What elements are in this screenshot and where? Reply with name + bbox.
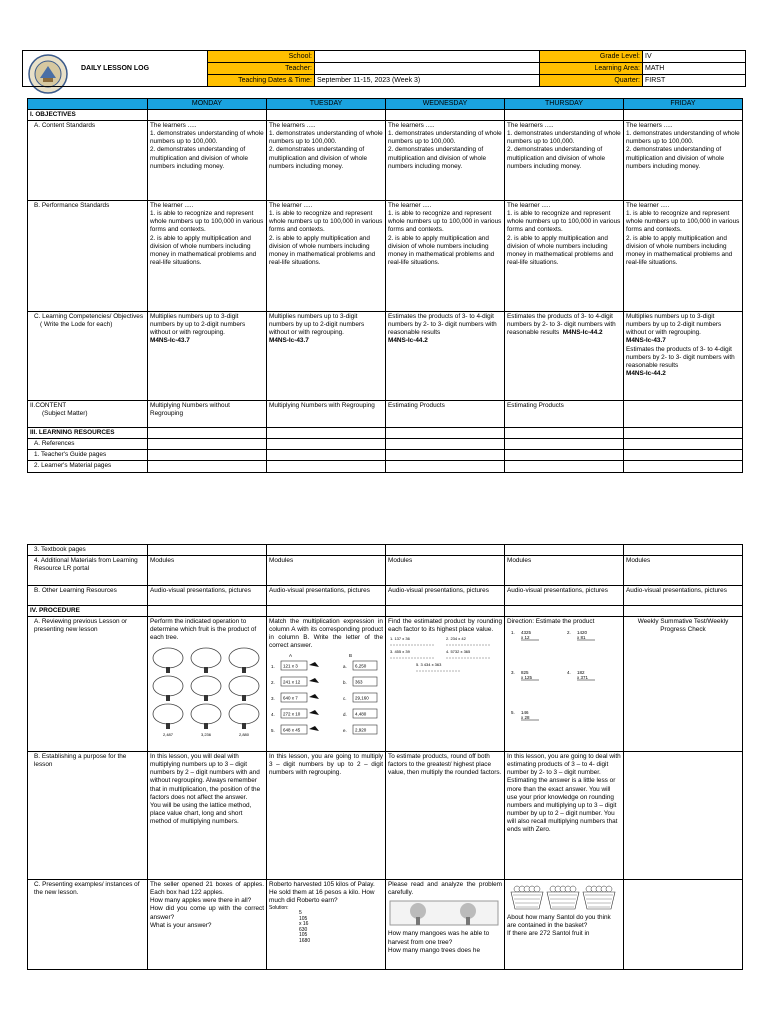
day-header-wednesday: WEDNESDAY bbox=[386, 99, 505, 110]
label-teachers-guide: 1. Teacher's Guide pages bbox=[28, 450, 148, 461]
cell-competency: Estimates the products of 3- to 4-digit numbers by 2- to 3- digit numbers with reasonable results M4NS-Ic-44.2 bbox=[386, 312, 505, 401]
school-value[interactable] bbox=[315, 51, 540, 63]
match-expression: 640 x 7 bbox=[283, 695, 298, 701]
cell-performance-standards: The learner ..... 1. is able to recognize and represent whole numbers up to 100,000 in various forms and contexts. 2. is able to apply multiplication and division of whole numbers including money in mathematical problems and real-life situations. bbox=[624, 201, 743, 312]
cell-content: Estimating Products bbox=[505, 401, 624, 428]
match-number: 2. bbox=[271, 679, 275, 685]
match-number: 3. bbox=[271, 695, 275, 701]
match-letter: a. bbox=[343, 663, 347, 669]
cell-competency: Estimates the products of 3- to 4-digit numbers by 2- to 3- digit numbers with reasonable results M4NS-Ic-44.2 bbox=[505, 312, 624, 401]
cell-purpose: In this lesson, you will deal with multiplying numbers up to 3 – digit numbers by 2 – digit numbers with and without regrouping. Always remember that in multiplication, the position of the factors does not affect the answer. You will be using the lattice method, place value chart, long and short method of multiplying numbers. bbox=[148, 752, 267, 880]
cell-content-standards: The learners ..... 1. demonstrates understanding of whole numbers up to 100,000. 2. demonstrates understanding of multiplication and division of whole numbers including money. bbox=[148, 121, 267, 201]
cell-competency: Multiplies numbers up to 3-digit numbers by up to 2-digit numbers without or with regrouping. M4NS-Ic-43.7 Estimates the products of 3- to 4-digit numbers by 2- to 3- digit numbers with reasonable results M4NS-Ic-44.2 bbox=[624, 312, 743, 401]
problem-factor: 182 bbox=[577, 670, 585, 676]
cell-purpose: To estimate products, round off both factors to the greatest/ highest place value, then multiply the rounded factors. bbox=[386, 752, 505, 880]
cell-additional: Modules bbox=[267, 556, 386, 586]
performance-standards-row bbox=[28, 201, 743, 312]
cell-additional: Modules bbox=[505, 556, 624, 586]
problem-multiplier: x 12 bbox=[521, 635, 530, 641]
cell-presenting: About how many Santol do you think are contained in the basket? If there are 272 Santol fruit in bbox=[505, 880, 624, 970]
problem-multiplier: x 81 bbox=[577, 635, 586, 641]
quarter-value[interactable]: FIRST bbox=[643, 75, 746, 87]
match-answer: 363 bbox=[355, 679, 363, 685]
cell-presenting: The seller opened 21 boxes of apples. Each box had 122 apples. How many apples were there in all? How did you come up with the correct answer? What is your answer? bbox=[148, 880, 267, 970]
match-letter: d. bbox=[343, 711, 347, 717]
roberto-solution-lines: 5 105 x 16 630 105 1680 bbox=[299, 910, 311, 944]
purpose-row bbox=[28, 752, 743, 880]
match-answer: 6,250 bbox=[355, 663, 367, 669]
label-presenting: C. Presenting examples/ instances of the new lesson. bbox=[28, 880, 148, 970]
cell-reviewing-wednesday: Find the estimated product by rounding each factor to its highest place value. 1. 137 x 36 2. 234 x 42 3. 455 x 39 4. 5732 x 365 5. 3 434 x 363 bbox=[386, 617, 505, 752]
presenting-row bbox=[28, 880, 743, 970]
multiplication-problems-image bbox=[507, 626, 619, 726]
quarter-label: Quarter: bbox=[540, 75, 643, 87]
cell-content: Multiplying Numbers without Regrouping bbox=[148, 401, 267, 428]
day-header-thursday: THURSDAY bbox=[505, 99, 624, 110]
match-answer: 4,480 bbox=[355, 711, 367, 717]
cell-purpose: In this lesson, you are going to multiply 3 – digit numbers by up to 2 – digit numbers with regrouping. bbox=[267, 752, 386, 880]
problem-factor: 1420 bbox=[577, 630, 588, 636]
area-label: Learning Area: bbox=[540, 63, 643, 75]
match-expression: 241 x 12 bbox=[283, 679, 301, 685]
estimation-problem: 3. 455 x 39 bbox=[390, 649, 410, 655]
school-label: School: bbox=[208, 51, 315, 63]
cell-presenting: Roberto harvested 105 kilos of Palay. He sold them at 16 pesos a kilo. How much did Roberto earn? Solution: 5 105 x 16 630 105 1680 bbox=[267, 880, 386, 970]
reviewing-row bbox=[28, 617, 743, 752]
mango-tree-image bbox=[388, 897, 500, 927]
column-a-label: A bbox=[289, 652, 293, 658]
header-table bbox=[22, 50, 746, 87]
match-number: 1. bbox=[271, 663, 275, 669]
fruit-trees-image bbox=[150, 644, 262, 738]
cell-content: Multiplying Numbers with Regrouping bbox=[267, 401, 386, 428]
mango-icon bbox=[309, 694, 319, 699]
match-number: 5. bbox=[271, 727, 275, 733]
mango-icon bbox=[309, 710, 319, 715]
fruit-tree-icon bbox=[153, 704, 183, 737]
cell-purpose bbox=[624, 752, 743, 880]
lesson-table-page-1 bbox=[27, 98, 743, 473]
problem-multiplier: x 371 bbox=[577, 675, 589, 681]
cell-content-standards: The learners ..... 1. demonstrates understanding of whole numbers up to 100,000. 2. demonstrates understanding of multiplication and division of whole numbers including money. bbox=[505, 121, 624, 201]
basket-icon bbox=[511, 886, 543, 909]
estimation-problem: 2. 234 x 42 bbox=[446, 636, 466, 642]
estimation-problem: 5. 3 434 x 363 bbox=[416, 662, 442, 668]
area-value[interactable]: MATH bbox=[643, 63, 746, 75]
section-objectives: I. OBJECTIVES bbox=[28, 110, 148, 121]
cell-content-standards: The learners ..... 1. demonstrates understanding of whole numbers up to 100,000. 2. demonstrates understanding of multiplication and division of whole numbers including money. bbox=[624, 121, 743, 201]
dates-label: Teaching Dates & Time: bbox=[208, 75, 315, 87]
cell-reviewing-thursday: Direction: Estimate the product 1. 4325 x 12 2. 1420 x 81 3. 825 x 125 4. 182 x 371 5. 146 x 28 bbox=[505, 617, 624, 752]
days-header-blank bbox=[28, 99, 148, 110]
mango-icon bbox=[309, 678, 319, 683]
label-purpose: B. Establishing a purpose for the lesson bbox=[28, 752, 148, 880]
svg-text:3,236: 3,236 bbox=[200, 732, 212, 738]
problem-number: 1. bbox=[511, 630, 515, 636]
problem-multiplier: x 28 bbox=[521, 715, 530, 721]
cell-reviewing-friday: Weekly Summative Test/Weekly Progress Check bbox=[624, 617, 743, 752]
estimation-problems-image bbox=[388, 634, 500, 674]
cell-other: Audio-visual presentations, pictures bbox=[267, 586, 386, 606]
cell-competency: Multiplies numbers up to 3-digit numbers by up to 2-digit numbers without or with regrouping. M4NS-Ic-43.7 bbox=[267, 312, 386, 401]
day-header-monday: MONDAY bbox=[148, 99, 267, 110]
match-expression: 272 x 10 bbox=[283, 711, 301, 717]
cell-additional: Modules bbox=[624, 556, 743, 586]
cell-other: Audio-visual presentations, pictures bbox=[624, 586, 743, 606]
problem-factor: 825 bbox=[521, 670, 529, 676]
cell-purpose: In this lesson, you are going to deal with estimating products of 3 – to 4- digit number by 2- to 3 – digit number. Estimating the answer is a little less or more than the exact answer. You will use your prior knowledge on rounding numbers and multiplying up to 3 – digit number by up to 2 – digit number. You will also recall multiplying numbers that ends with Zero. bbox=[505, 752, 624, 880]
label-content-standards: A. Content Standards bbox=[28, 121, 148, 201]
matching-exercise-image bbox=[269, 651, 381, 737]
competencies-note: ( Write the Lode for each) bbox=[40, 321, 113, 329]
fruit-tree-icon bbox=[191, 704, 221, 737]
grade-label: Grade Level: bbox=[540, 51, 643, 63]
problem-factor: 146 bbox=[521, 710, 529, 716]
column-b-label: B bbox=[349, 652, 353, 658]
cell-content-standards: The learners ..... 1. demonstrates understanding of whole numbers up to 100,000. 2. demonstrates understanding of multiplication and division of whole numbers including money. bbox=[267, 121, 386, 201]
basket-icon bbox=[583, 886, 615, 909]
cell-performance-standards: The learner ..... 1. is able to recognize and represent whole numbers up to 100,000 in various forms and contexts. 2. is able to apply multiplication and division of whole numbers including money in mathematical problems and real-life situations. bbox=[505, 201, 624, 312]
day-header-friday: FRIDAY bbox=[624, 99, 743, 110]
problem-factor: 4325 bbox=[521, 630, 532, 636]
teacher-value[interactable] bbox=[315, 63, 540, 75]
document-title: DAILY LESSON LOG bbox=[23, 51, 208, 87]
cell-other: Audio-visual presentations, pictures bbox=[505, 586, 624, 606]
cell-presenting: Please read and analyze the problem carefully. How many mangoes was he able to harvest from one tree? How many mango trees does he bbox=[386, 880, 505, 970]
match-letter: c. bbox=[343, 695, 347, 701]
cell-additional: Modules bbox=[148, 556, 267, 586]
cell-other: Audio-visual presentations, pictures bbox=[386, 586, 505, 606]
label-other-resources: B. Other Learning Resources bbox=[28, 586, 148, 606]
match-letter: b. bbox=[343, 679, 347, 685]
problem-number: 4. bbox=[567, 670, 571, 676]
cell-presenting bbox=[624, 880, 743, 970]
problem-number: 3. bbox=[511, 670, 515, 676]
problem-number: 5. bbox=[511, 710, 515, 716]
cell-competency: Multiplies numbers up to 3-digit numbers by up to 2-digit numbers without or with regrouping. M4NS-Ic-43.7 bbox=[148, 312, 267, 401]
estimation-problem: 4. 5732 x 365 bbox=[446, 649, 471, 655]
roberto-solution-label: Solution: bbox=[269, 905, 289, 912]
basket-icon bbox=[547, 886, 579, 909]
label-content: II.CONTENT (Subject Matter) bbox=[28, 401, 148, 428]
label-textbook: 3. Textbook pages bbox=[28, 545, 148, 556]
label-learners-material: 2. Learner's Material pages bbox=[28, 461, 148, 472]
dates-value[interactable]: September 11-15, 2023 (Week 3) bbox=[315, 75, 540, 87]
label-references: A. References bbox=[28, 439, 148, 450]
match-answer: 29,160 bbox=[355, 695, 369, 701]
content-standards-row bbox=[28, 121, 743, 201]
label-performance-standards: B. Performance Standards bbox=[28, 201, 148, 312]
cell-performance-standards: The learner ..... 1. is able to recognize and represent whole numbers up to 100,000 in various forms and contexts. 2. is able to apply multiplication and division of whole numbers including money in mathematical problems and real-life situations. bbox=[148, 201, 267, 312]
label-reviewing: A. Reviewing previous Lesson or presenting new lesson bbox=[28, 617, 148, 752]
cell-other: Audio-visual presentations, pictures bbox=[148, 586, 267, 606]
match-number: 4. bbox=[271, 711, 275, 717]
day-header-tuesday: TUESDAY bbox=[267, 99, 386, 110]
problem-number: 2. bbox=[567, 630, 571, 636]
match-expression: 121 x 3 bbox=[283, 663, 298, 669]
match-answer: 2,920 bbox=[355, 727, 367, 733]
grade-value[interactable]: IV bbox=[643, 51, 746, 63]
match-expression: 648 x 45 bbox=[283, 727, 301, 733]
section-resources: III. LEARNING RESOURCES bbox=[28, 428, 148, 439]
estimation-problem: 1. 137 x 36 bbox=[390, 636, 410, 642]
label-competencies: C. Learning Competencies/ Objectives ( Write the Lode for each) bbox=[28, 312, 148, 401]
competencies-row bbox=[28, 312, 743, 401]
cell-content: Estimating Products bbox=[386, 401, 505, 428]
cell-reviewing-monday: Perform the indicated operation to determine which fruit is the product of each tree. 2,487 3,236 2,880 bbox=[148, 617, 267, 752]
label-additional: 4. Additional Materials from Learning Resource LR portal bbox=[28, 556, 148, 586]
cell-performance-standards: The learner ..... 1. is able to recognize and represent whole numbers up to 100,000 in various forms and contexts. 2. is able to apply multiplication and division of whole numbers including money in mathematical problems and real-life situations. bbox=[267, 201, 386, 312]
cell-content bbox=[624, 401, 743, 428]
mango-icon bbox=[309, 662, 319, 667]
match-letter: e. bbox=[343, 727, 347, 733]
svg-text:2,880: 2,880 bbox=[238, 732, 250, 738]
problem-multiplier: x 125 bbox=[521, 675, 533, 681]
fruit-tree-icon bbox=[229, 704, 259, 737]
cell-performance-standards: The learner ..... 1. is able to recognize and represent whole numbers up to 100,000 in various forms and contexts. 2. is able to apply multiplication and division of whole numbers including money in mathematical problems and real-life situations. bbox=[386, 201, 505, 312]
content-row bbox=[28, 401, 743, 428]
mango-icon bbox=[309, 726, 319, 731]
cell-reviewing-tuesday: Match the multiplication expression in column A with its corresponding product in column B. Write the letter of the correct answer. A B 1. 121 x 3 a. 6,250 2. 241 x 12 b. 363 3. 640 x 7 c. 29,160 4. 272 x 10 d. 4,480 5. 648 x 45 e. 2,920 bbox=[267, 617, 386, 752]
lesson-table-page-2 bbox=[27, 544, 743, 970]
svg-text:2,487: 2,487 bbox=[162, 732, 174, 738]
section-procedure: IV. PROCEDURE bbox=[28, 606, 148, 617]
cell-content-standards: The learners ..... 1. demonstrates understanding of whole numbers up to 100,000. 2. demonstrates understanding of multiplication and division of whole numbers including money. bbox=[386, 121, 505, 201]
teacher-label: Teacher: bbox=[208, 63, 315, 75]
cell-additional: Modules bbox=[386, 556, 505, 586]
santol-baskets-image bbox=[507, 881, 619, 911]
